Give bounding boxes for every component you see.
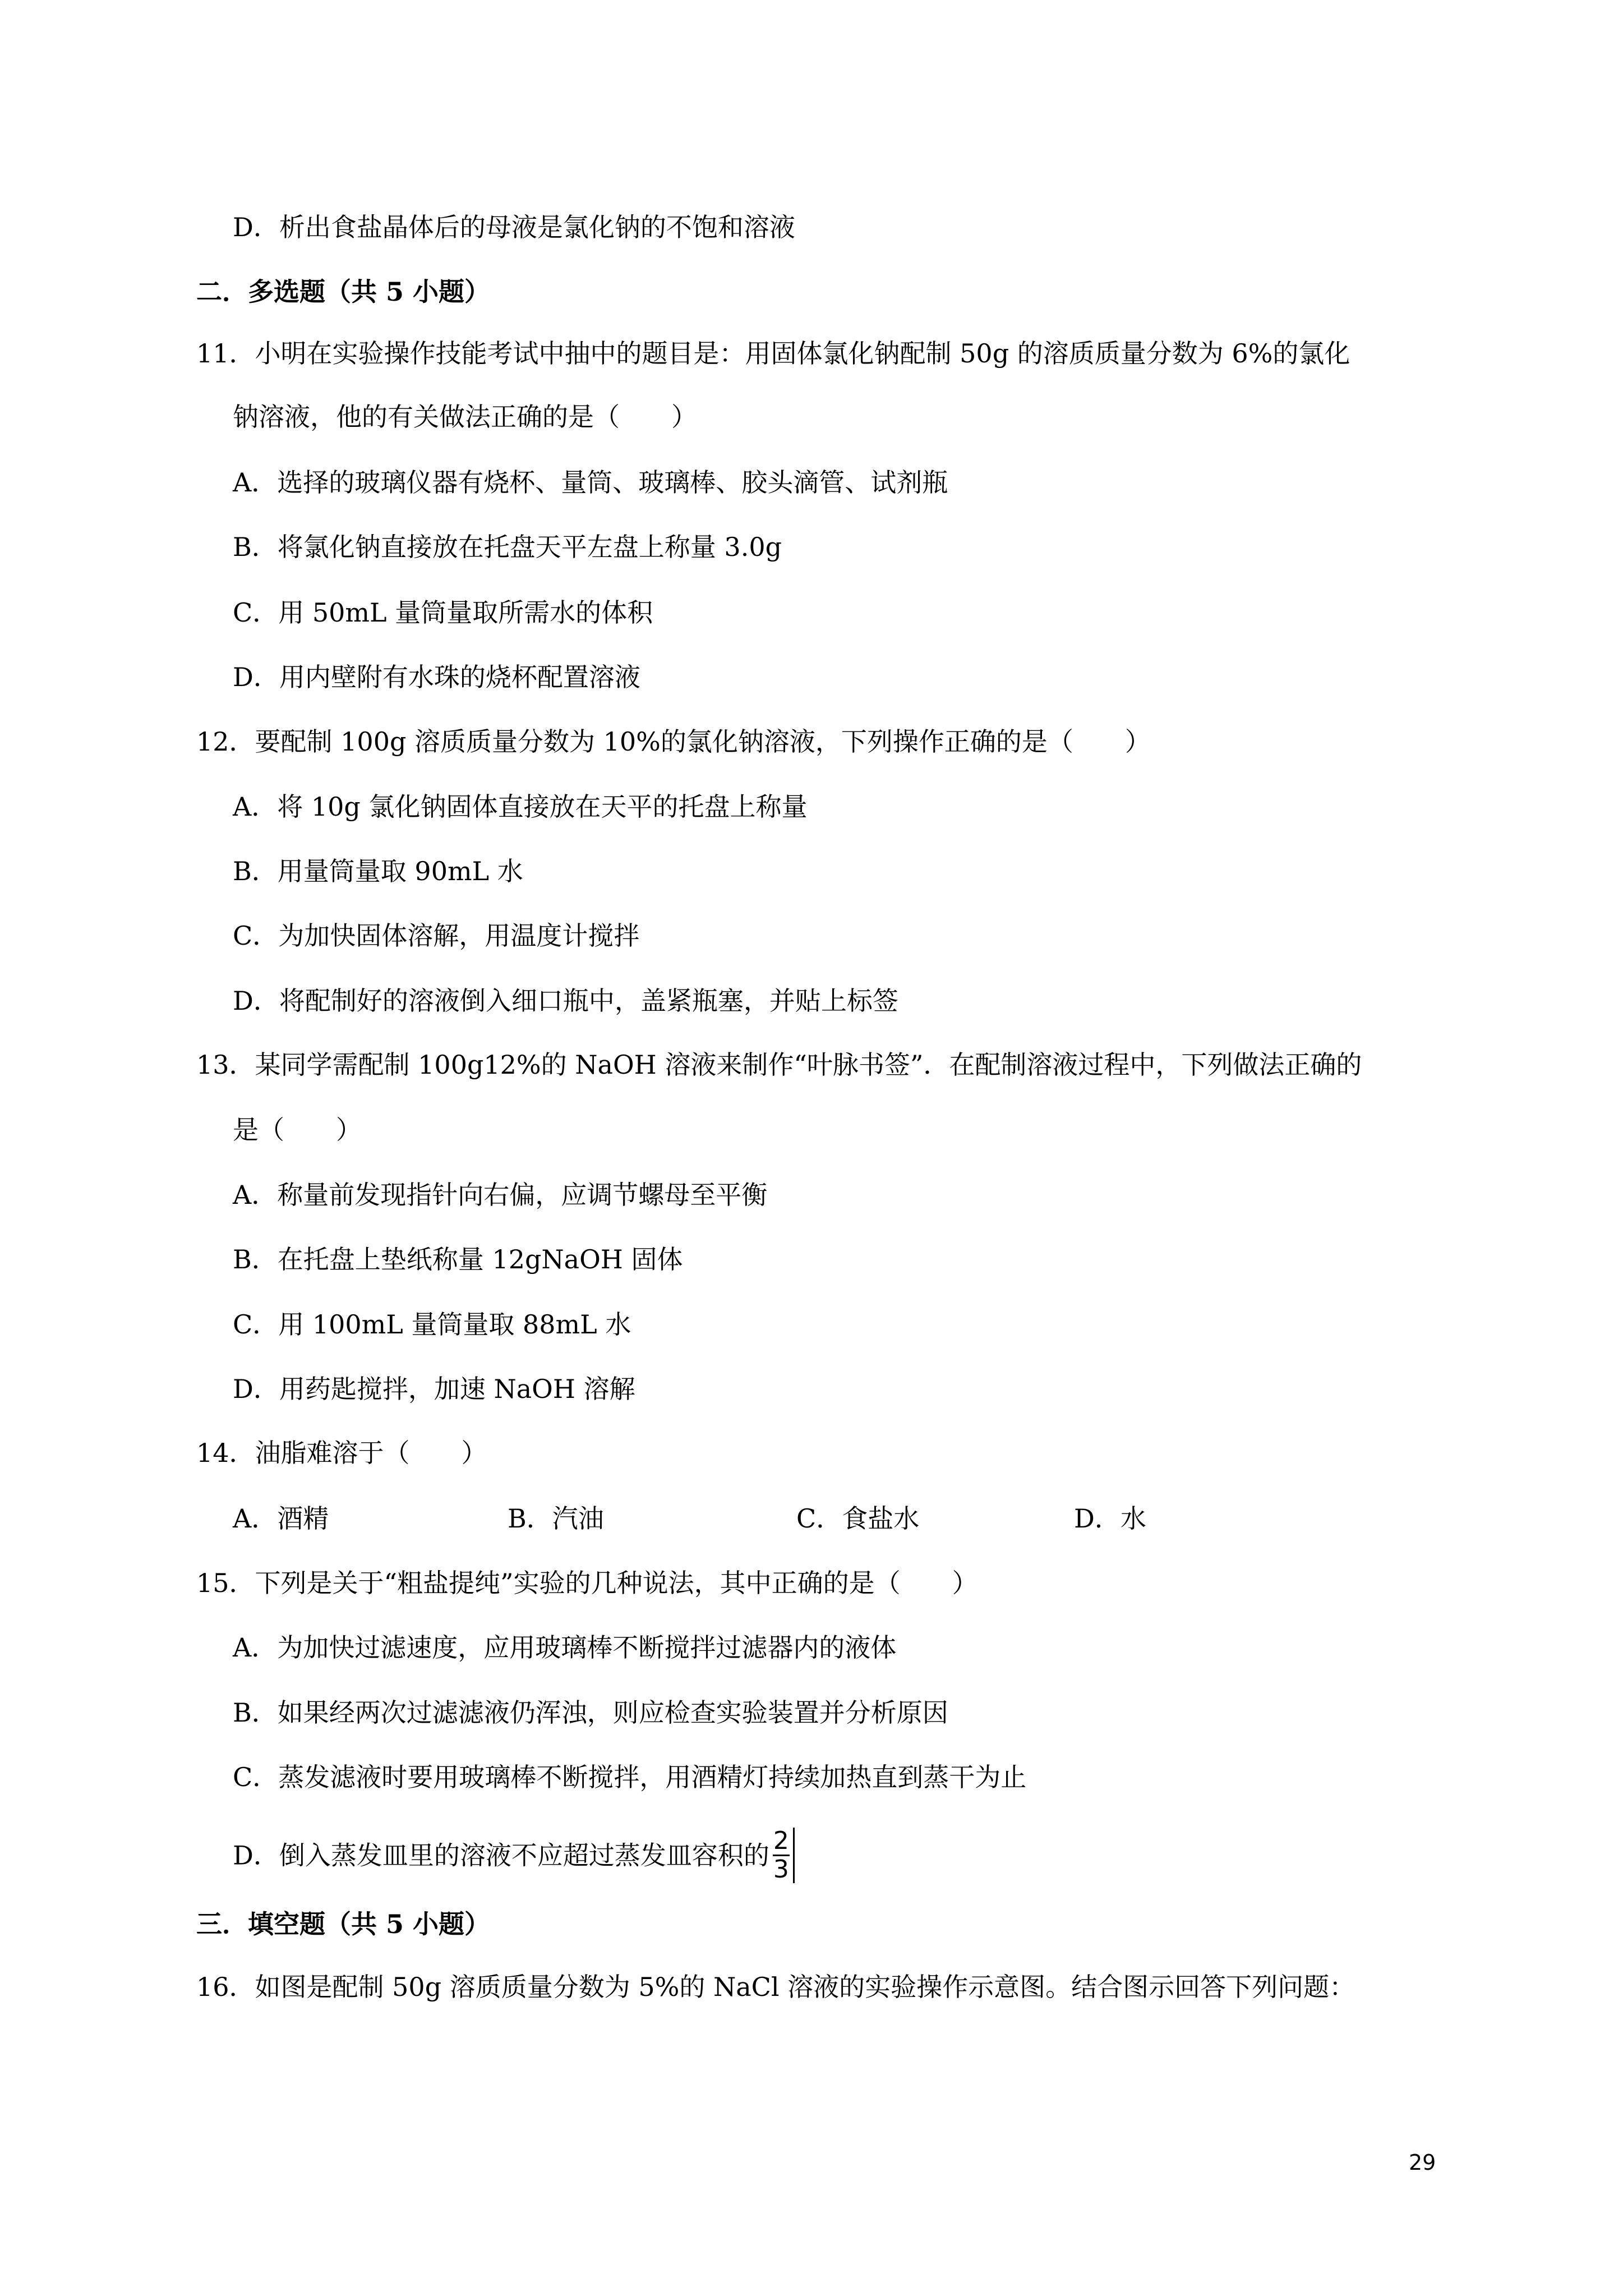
q12-option-c: C．为加快固体溶解，用温度计搅拌: [233, 921, 640, 951]
q12-option-b: B．用量筒量取 90mL 水: [233, 856, 523, 886]
q16-stem: 16．如图是配制 50g 溶质质量分数为 5%的 NaCl 溶液的实验操作示意图。结合图示回答下列问题：: [196, 1972, 1355, 2002]
q13-option-c: C．用 100mL 量筒量取 88mL 水: [233, 1309, 631, 1340]
q14-stem: 14．油脂难溶于（ ）: [196, 1438, 487, 1468]
page-number: 29: [1409, 2150, 1436, 2175]
q10-option-d: D．析出食盐晶体后的母液是氯化钠的不饱和溶液: [233, 212, 795, 242]
q13-option-a: A．称量前发现指针向右偏，应调节螺母至平衡: [233, 1180, 768, 1210]
q12-option-a: A．将 10g 氯化钠固体直接放在天平的托盘上称量: [233, 792, 808, 822]
q15-option-d-text: D．倒入蒸发皿里的溶液不应超过蒸发皿容积的: [233, 1840, 769, 1871]
q13-stem-line1: 13．某同学需配制 100g12%的 NaOH 溶液来制作“叶脉书签”．在配制溶液过程中，下列做法正确的: [196, 1050, 1362, 1080]
q11-option-d: D．用内壁附有水珠的烧杯配置溶液: [233, 662, 640, 692]
q11-stem-line1: 11．小明在实验操作技能考试中抽中的题目是：用固体氯化钠配制 50g 的溶质质量分数为 6%的氯化: [196, 338, 1350, 369]
section-heading-fill-in-blank: 三．填空题（共 5 小题）: [196, 1909, 491, 1939]
q14-option-a: A．酒精: [233, 1503, 329, 1534]
q15-option-d: [233, 1826, 795, 1885]
q14-option-d: D．水: [1074, 1503, 1146, 1534]
q15-option-c: C．蒸发滤液时要用玻璃棒不断搅拌，用酒精灯持续加热直到蒸干为止: [233, 1762, 1027, 1792]
fraction-two-thirds: [773, 1828, 795, 1883]
section-heading-multiple-choice: 二．多选题（共 5 小题）: [196, 277, 491, 307]
q15-option-b: B．如果经两次过滤滤液仍浑浊，则应检查实验装置并分析原因: [233, 1697, 948, 1728]
q11-option-a: A．选择的玻璃仪器有烧杯、量筒、玻璃棒、胶头滴管、试剂瓶: [233, 467, 948, 498]
fraction-denominator: 3: [773, 1855, 789, 1884]
q11-option-c: C．用 50mL 量筒量取所需水的体积: [233, 597, 653, 628]
q15-option-a: A．为加快过滤速度，应用玻璃棒不断搅拌过滤器内的液体: [233, 1632, 897, 1663]
q14-option-c: C．食盐水: [796, 1503, 920, 1534]
q11-stem-line2: 钠溶液，他的有关做法正确的是（ ）: [233, 402, 697, 432]
fraction-numerator: 2: [773, 1826, 789, 1855]
q15-stem: 15．下列是关于“粗盐提纯”实验的几种说法，其中正确的是（ ）: [196, 1568, 978, 1598]
q13-option-d: D．用药匙搅拌，加速 NaOH 溶解: [233, 1374, 635, 1404]
q12-option-d: D．将配制好的溶液倒入细口瓶中，盖紧瓶塞，并贴上标签: [233, 986, 898, 1016]
q12-stem: 12．要配制 100g 溶质质量分数为 10%的氯化钠溶液，下列操作正确的是（ ）: [196, 726, 1151, 757]
q14-option-b: B．汽油: [508, 1503, 604, 1534]
q13-option-b: B．在托盘上垫纸称量 12gNaOH 固体: [233, 1244, 683, 1274]
q11-option-b: B．将氯化钠直接放在托盘天平左盘上称量 3.0g: [233, 532, 782, 562]
q13-stem-line2: 是（ ）: [233, 1115, 362, 1145]
